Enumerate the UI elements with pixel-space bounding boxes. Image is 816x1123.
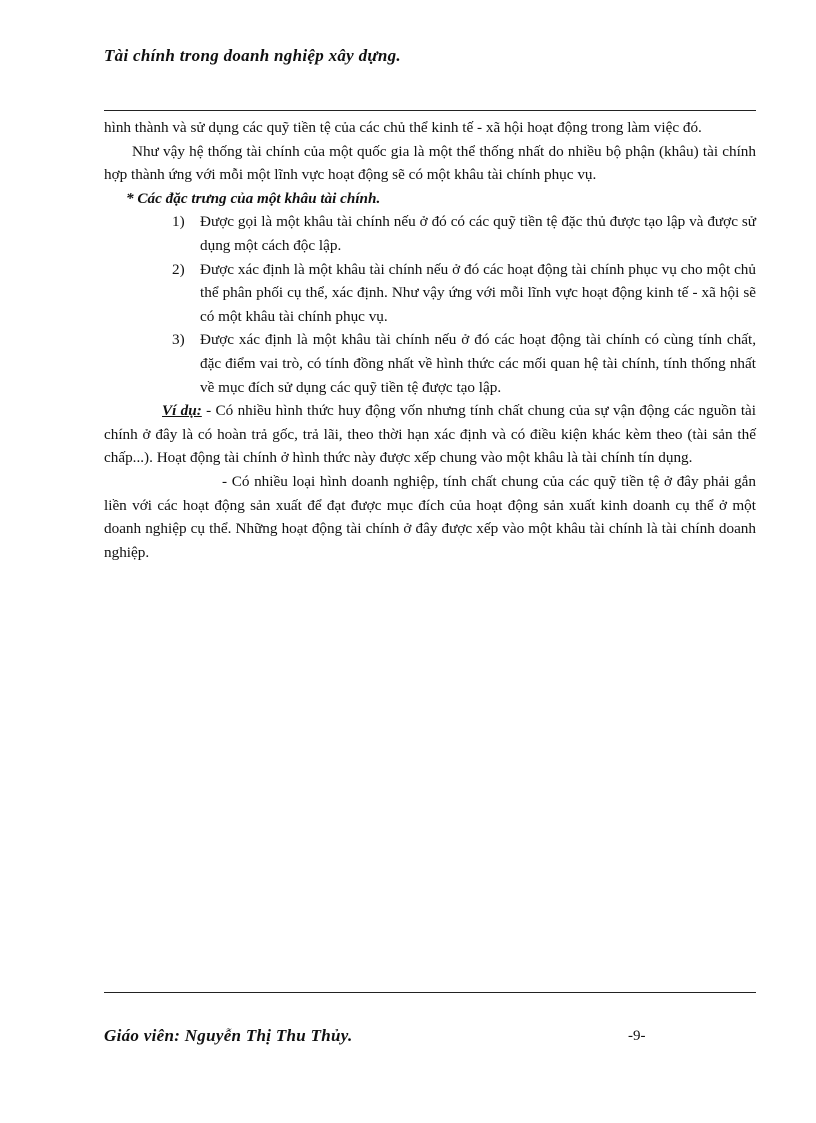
example-text: - Có nhiều hình thức huy động vốn nhưng tính chất chung của sự vận động các nguồn tài chính ở đây là có hoàn trả gốc, trả lãi, theo thời hạn xác định và có điều kiện khác kèm theo (tài sản thế chấp...). Hoạt động tài chính ở hình thức này được xếp chung vào một khâu là tài chính tín dụng. [104,402,756,467]
document-body [104,116,756,564]
section-heading-features: * Các đặc trưng của một khâu tài chính. [126,189,381,207]
list-item [172,328,756,399]
list-item [172,258,756,329]
example-label: Ví dụ: [162,402,202,420]
list-item [172,210,756,257]
page-number: -9- [628,1028,646,1044]
list-item-text: Được gọi là một khâu tài chính nếu ở đó có các quỹ tiền tệ đặc thủ được tạo lập và được sử dụng một cách độc lập. [200,213,756,254]
features-list [104,210,756,399]
list-item-text: Được xác định là một khâu tài chính nếu ở đó các hoạt động tài chính có cùng tính chất, đặc điểm vai trò, có tính đồng nhất về hình thức các mối quan hệ tài chính, tính thống nhất về mục đích sử dụng các quỹ tiền tệ được tạo lập. [200,331,756,396]
list-item-number: 3) [172,331,185,349]
footer-teacher-name: Giáo viên: Nguyễn Thị Thu Thủy. [104,1026,353,1045]
list-item-number: 1) [172,213,185,231]
list-item-text: Được xác định là một khâu tài chính nếu ở đó các hoạt động tài chính phục vụ cho một chủ thể phân phối cụ thể, xác định. Như vậy ứng với mỗi lĩnh vực hoạt động kinh tế - xã hội sẽ có một khâu tài chính phục vụ. [200,260,756,325]
header-divider [104,110,756,111]
list-item-number: 2) [172,260,185,278]
example-paragraph [104,399,756,470]
example-paragraph-second: - Có nhiều loại hình doanh nghiệp, tính chất chung của các quỹ tiền tệ ở đây phải gắn liền với các hoạt động sản xuất để đạt được mục đích của hoạt động sản xuất kinh doanh cụ thể ở một doanh nghiệp cụ thể. Những hoạt động tài chính ở đây được xếp vào một khâu tài chính là tài chính doanh nghiệp. [104,472,756,561]
paragraph-financial-system: Như vậy hệ thống tài chính của một quốc gia là một thể thống nhất do nhiều bộ phận (khâu) tài chính hợp thành ứng với mỗi một lĩnh vực hoạt động sẽ có một khâu tài chính phục vụ. [104,142,756,184]
footer-divider [104,992,756,993]
paragraph-continuation: hình thành và sử dụng các quỹ tiền tệ của các chủ thể kinh tế - xã hội hoạt động trong làm việc đó. [104,119,702,136]
page-header-title: Tài chính trong doanh nghiệp xây dựng. [104,46,401,65]
